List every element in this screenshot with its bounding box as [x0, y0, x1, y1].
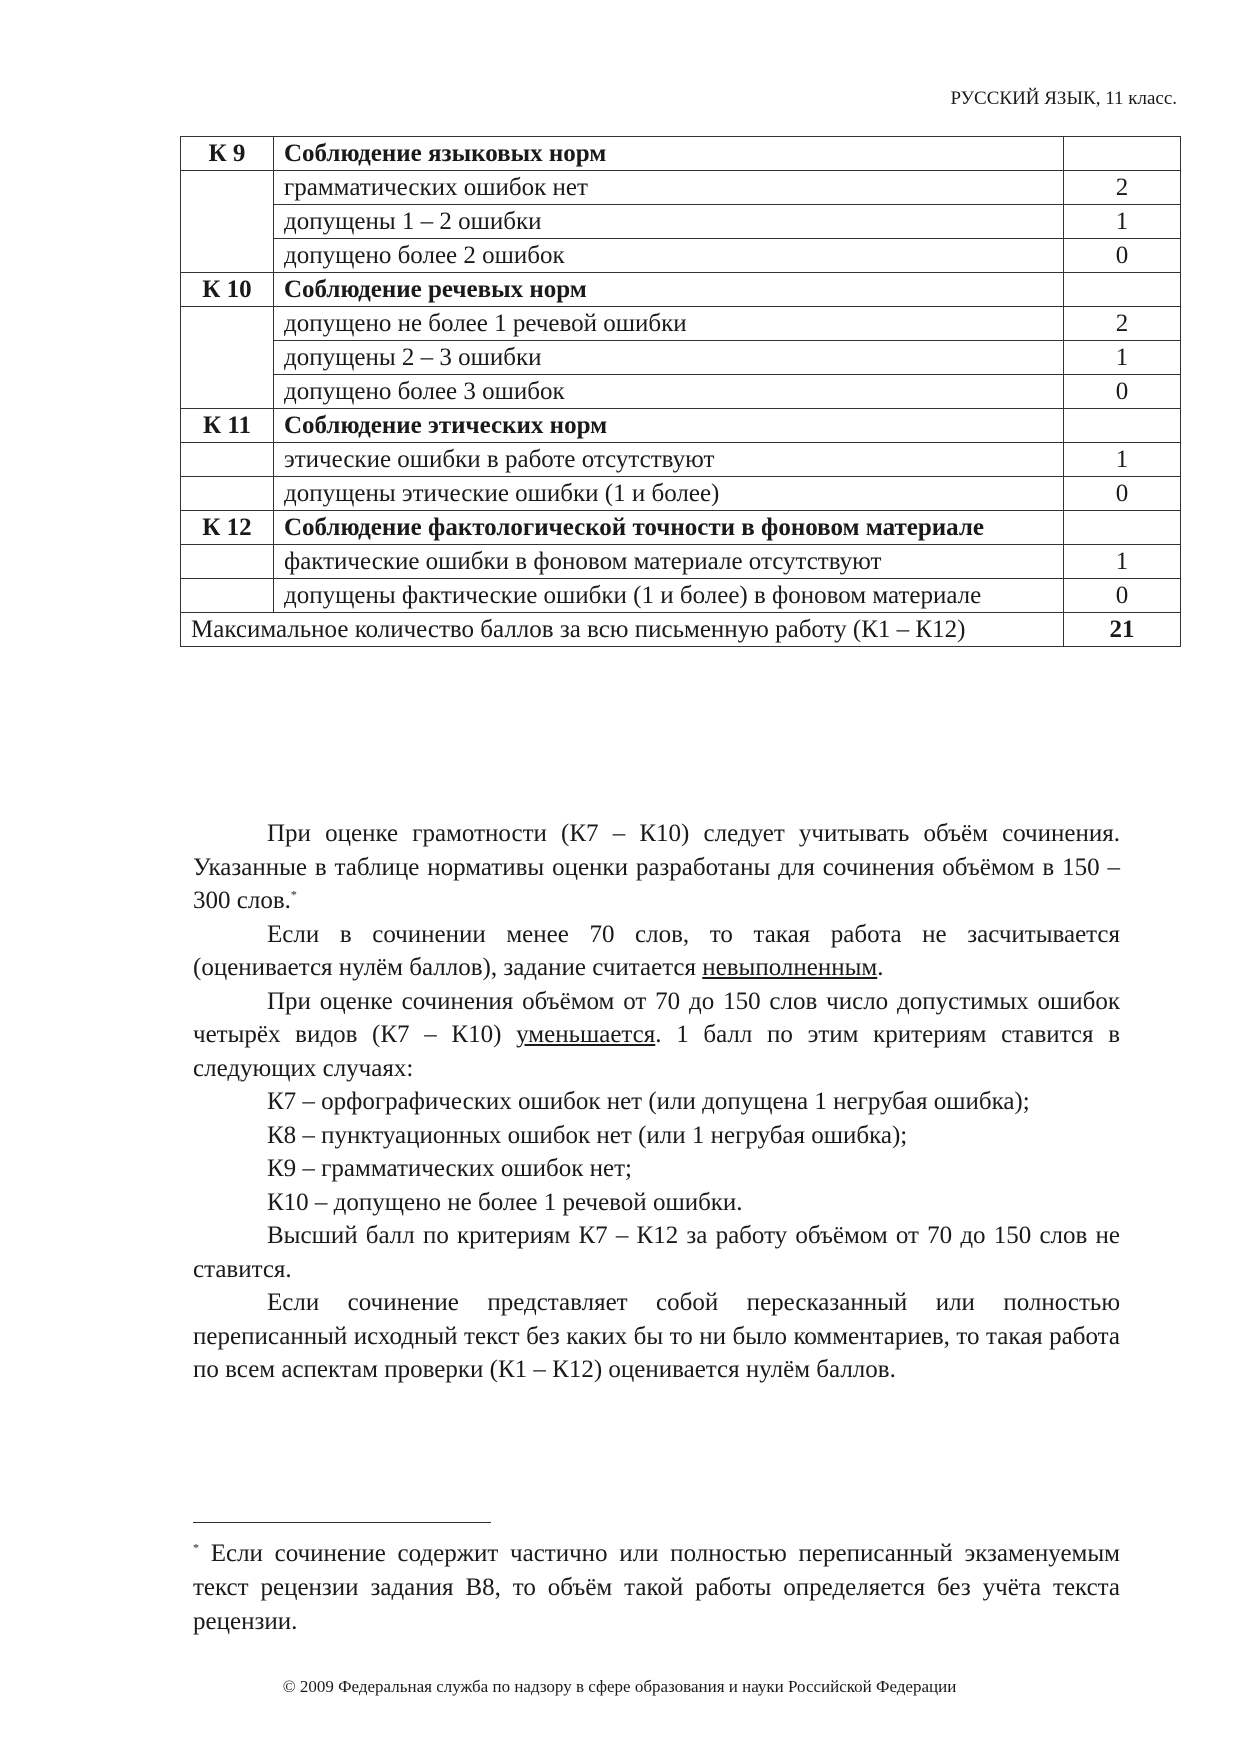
body-text	[193, 817, 1120, 1387]
paragraph: При оценке грамотности (К7 – К10) следует учитывать объём сочинения. Указанные в таблице нормативы оценки разработаны для сочинения объёмом в 150 – 300 слов.*	[193, 820, 1120, 914]
table-row	[181, 477, 1181, 511]
table-row	[181, 239, 1181, 273]
criterion-title: Соблюдение речевых норм	[274, 273, 1064, 307]
row-text: допущены 2 – 3 ошибки	[274, 341, 1064, 375]
footnote	[193, 1537, 1120, 1639]
footnote-text: Если сочинение содержит частично или полностью переписанный экзаменуемым текст рецензии задания В8, то объём такой работы определяется без учёта текста рецензии.	[193, 1540, 1120, 1635]
criterion-code: К 10	[181, 273, 274, 307]
row-points: 0	[1064, 579, 1181, 613]
row-text: фактические ошибки в фоновом материале отсутствуют	[274, 545, 1064, 579]
total-row	[181, 613, 1181, 647]
row-text: допущены фактические ошибки (1 и более) в фоновом материале	[274, 579, 1064, 613]
criterion-code: К 9	[181, 137, 274, 171]
row-text: допущено не более 1 речевой ошибки	[274, 307, 1064, 341]
paragraph: Если сочинение представляет собой пересказанный или полностью переписанный исходный текст без каких бы то ни было комментариев, то такая работа по всем аспектам проверки (К1 – К12) оценивается нулём баллов.	[193, 1289, 1120, 1383]
criterion-header-row	[181, 137, 1181, 171]
row-points: 0	[1064, 239, 1181, 273]
paragraph: Если в сочинении менее 70 слов, то такая работа не засчитывается (оценивается нулём баллов), задание считается невыполненным.	[193, 920, 1120, 981]
criterion-code: К 12	[181, 511, 274, 545]
total-label: Максимальное количество баллов за всю письменную работу (К1 – К12)	[181, 613, 1064, 647]
footnote-mark: *	[193, 1540, 199, 1555]
list-item: К10 – допущено не более 1 речевой ошибки.	[267, 1188, 743, 1216]
footnote-divider	[193, 1522, 491, 1523]
row-text: допущены 1 – 2 ошибки	[274, 205, 1064, 239]
paragraph: Высший балл по критериям К7 – К12 за работу объёмом от 70 до 150 слов не ставится.	[193, 1222, 1120, 1283]
criterion-title: Соблюдение этических норм	[274, 409, 1064, 443]
criterion-header-row	[181, 409, 1181, 443]
table-row	[181, 579, 1181, 613]
list-item: К8 – пунктуационных ошибок нет (или 1 негрубая ошибка);	[267, 1121, 908, 1149]
table-row	[181, 307, 1181, 341]
total-points: 21	[1064, 613, 1181, 647]
row-points: 1	[1064, 341, 1181, 375]
footnote-marker: *	[290, 887, 297, 902]
criterion-header-row	[181, 273, 1181, 307]
row-points: 0	[1064, 375, 1181, 409]
criterion-title: Соблюдение фактологической точности в фоновом материале	[274, 511, 1064, 545]
row-points: 1	[1064, 545, 1181, 579]
row-points: 2	[1064, 171, 1181, 205]
table-row	[181, 545, 1181, 579]
criterion-title: Соблюдение языковых норм	[274, 137, 1064, 171]
row-points: 1	[1064, 443, 1181, 477]
paragraph: При оценке сочинения объёмом от 70 до 150 слов число допустимых ошибок четырёх видов (К7 – К10) уменьшается. 1 балл по этим критериям ставится в следующих случаях:	[193, 987, 1121, 1082]
table-row	[181, 171, 1181, 205]
row-text: допущены этические ошибки (1 и более)	[274, 477, 1064, 511]
table-row	[181, 341, 1181, 375]
criterion-code: К 11	[181, 409, 274, 443]
row-text: допущено более 2 ошибок	[274, 239, 1064, 273]
row-text: этические ошибки в работе отсутствуют	[274, 443, 1064, 477]
page-footer: © 2009 Федеральная служба по надзору в сфере образования и науки Российской Федерации	[282, 1677, 957, 1696]
page-header: РУССКИЙ ЯЗЫК, 11 класс.	[950, 88, 1177, 109]
table-row	[181, 443, 1181, 477]
table-row	[181, 375, 1181, 409]
list-item: К7 – орфографических ошибок нет (или допущена 1 негрубая ошибка);	[267, 1088, 1030, 1115]
row-text: допущено более 3 ошибок	[274, 375, 1064, 409]
list-item: К9 – грамматических ошибок нет;	[267, 1155, 633, 1182]
row-points: 2	[1064, 307, 1181, 341]
criterion-header-row	[181, 511, 1181, 545]
criteria-table	[180, 136, 1181, 647]
row-text: грамматических ошибок нет	[274, 171, 1064, 205]
row-points: 0	[1064, 477, 1181, 511]
row-points: 1	[1064, 205, 1181, 239]
table-row	[181, 205, 1181, 239]
